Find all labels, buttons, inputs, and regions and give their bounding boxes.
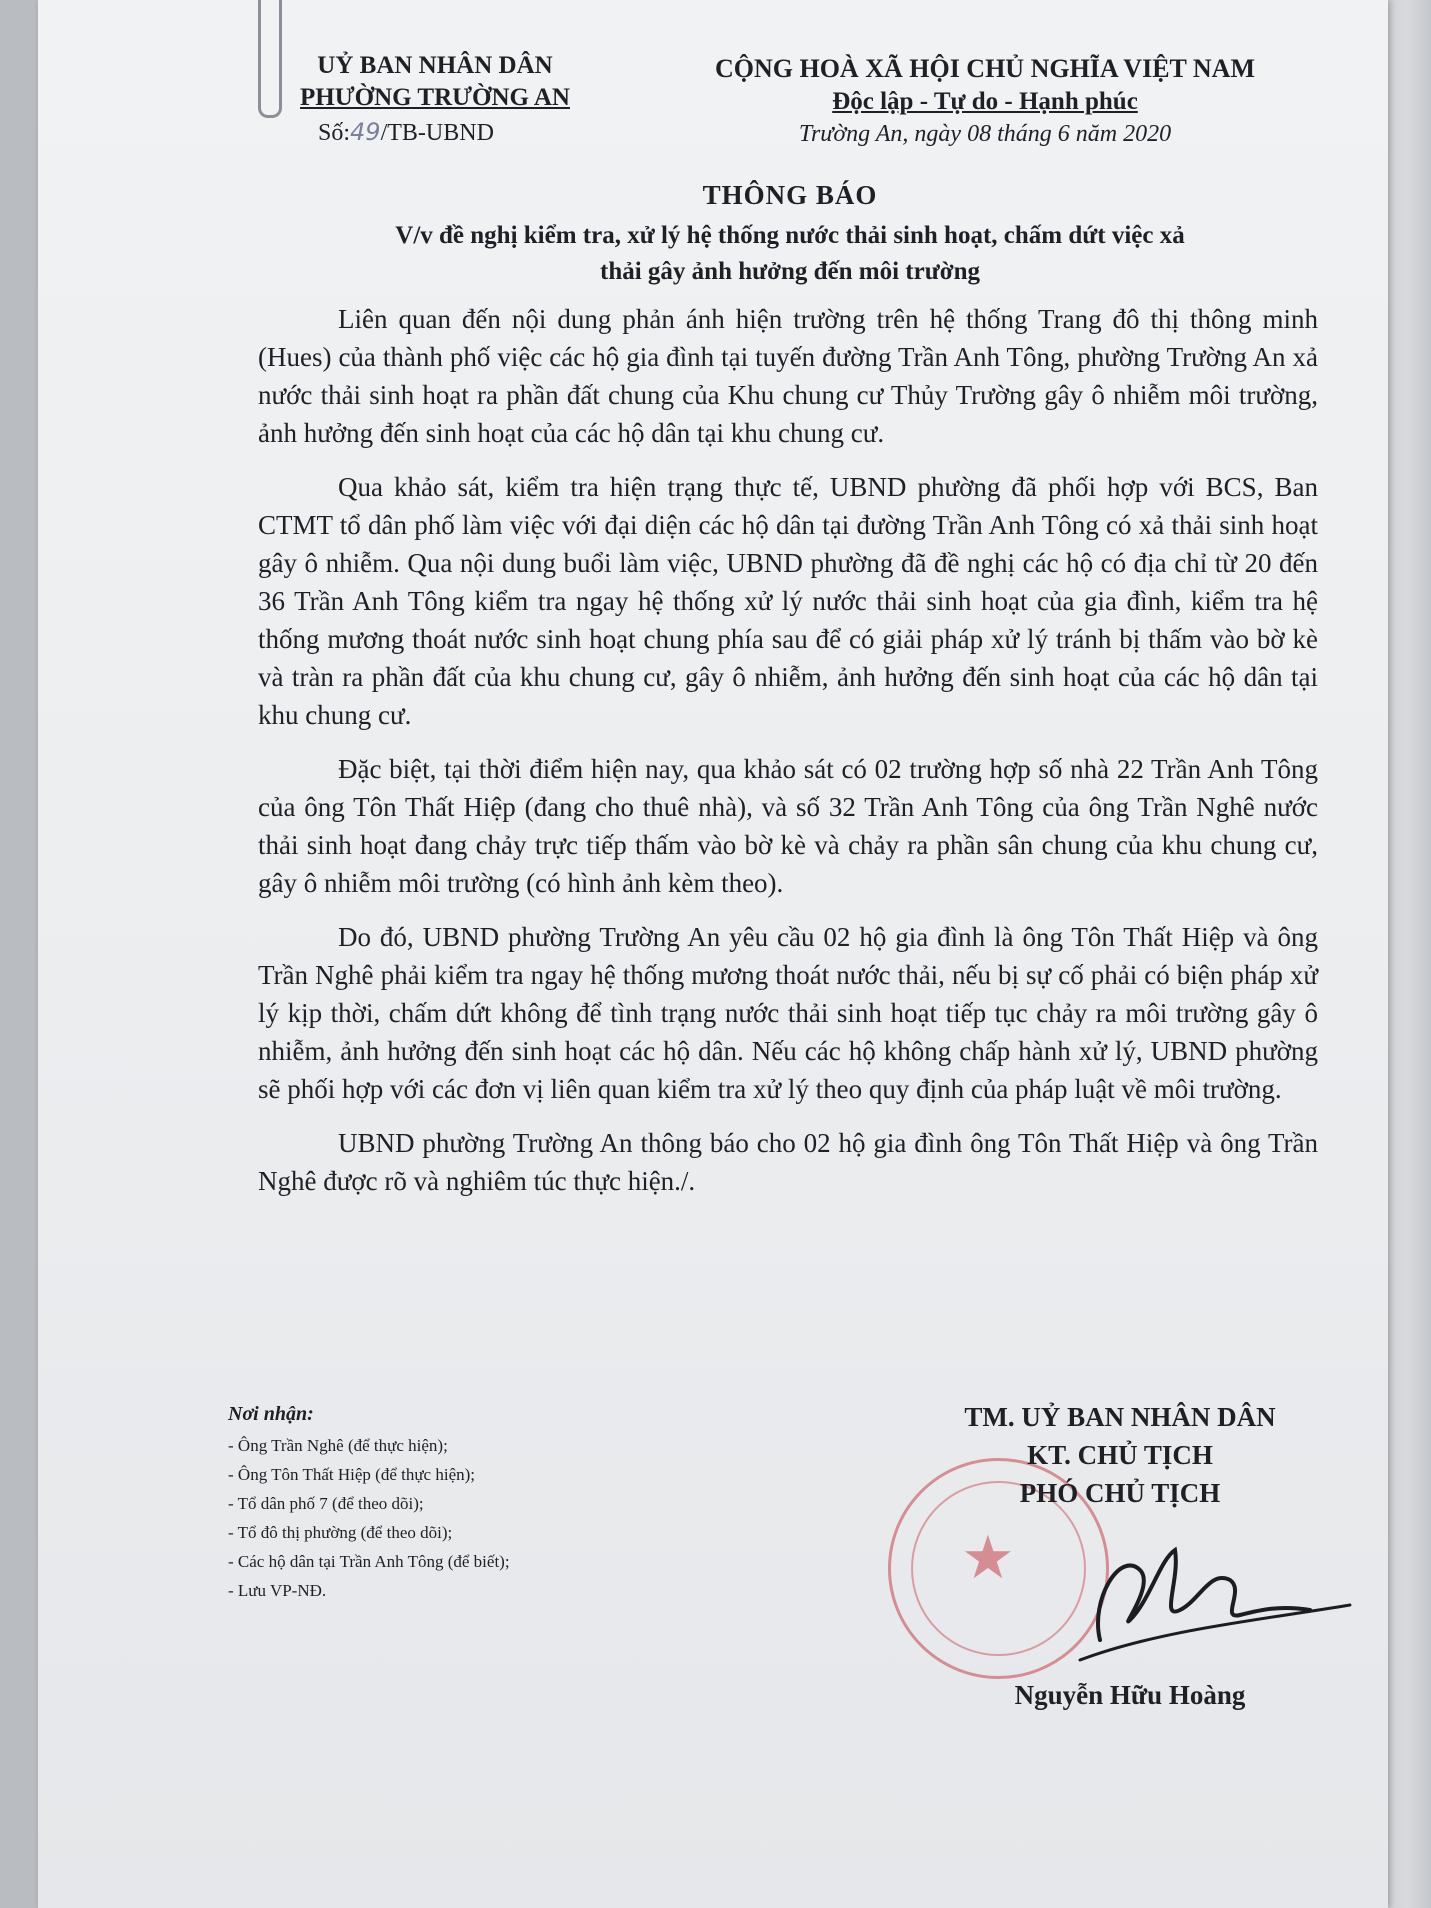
recipients-block	[228, 1400, 748, 1605]
authority-line-1: UỶ BAN NHÂN DÂN	[317, 52, 553, 79]
subject-line-2: thải gây ảnh hưởng đến môi trường	[600, 258, 980, 285]
issuing-authority	[240, 50, 630, 114]
recipients-label: Nơi nhận:	[228, 1403, 314, 1425]
body-paragraph: UBND phường Trường An thông báo cho 02 hộ gia đình ông Tôn Thất Hiệp và ông Trần Nghê được rõ và nghiêm túc thực hiện./.	[258, 1128, 1318, 1196]
national-motto: Độc lập - Tự do - Hạnh phúc	[832, 88, 1138, 115]
recipient-item: - Các hộ dân tại Trần Anh Tông (để biết);	[228, 1552, 510, 1571]
recipient-item: - Tổ đô thị phường (để theo dõi);	[228, 1523, 453, 1542]
doc-number-suffix: /TB-UBND	[380, 120, 494, 146]
signature-line-2: KT. CHỦ TỊCH	[1027, 1440, 1213, 1470]
body-paragraph: Liên quan đến nội dung phản ánh hiện trường trên hệ thống Trang đô thị thông minh (Hues) của thành phố việc các hộ gia đình tại tuyến đường Trần Anh Tông, phường Trường An xả nước thải sinh hoạt ra phần đất chung của Khu chung cư Thủy Trường gây ô nhiễm môi trường, ảnh hưởng đến sinh hoạt của các hộ dân tại khu chung cư.	[258, 304, 1318, 448]
document-subject	[270, 218, 1310, 290]
body-paragraph: Do đó, UBND phường Trường An yêu cầu 02 hộ gia đình là ông Tôn Thất Hiệp và ông Trần Nghê phải kiểm tra ngay hệ thống mương thoát nước thải, nếu bị sự cố phải có biện pháp xử lý kịp thời, chấm dứt không để tình trạng nước thải sinh hoạt tiếp tục chảy ra môi trường gây ô nhiễm, ảnh hưởng đến sinh hoạt các hộ dân. Nếu các hộ không chấp hành xử lý, UBND phường sẽ phối hợp với các đơn vị liên quan kiểm tra xử lý theo quy định của pháp luật về môi trường.	[258, 922, 1318, 1104]
signer-name: Nguyễn Hữu Hoàng	[1014, 1680, 1246, 1710]
recipient-item: - Ông Tôn Thất Hiệp (để thực hiện);	[228, 1465, 475, 1484]
signature-line-1: TM. UỶ BAN NHÂN DÂN	[964, 1402, 1276, 1432]
document-title: THÔNG BÁO	[702, 180, 878, 210]
subject-line-1: V/v đề nghị kiểm tra, xử lý hệ thống nước thải sinh hoạt, chấm dứt việc xả	[395, 222, 1185, 249]
body-paragraph: Đặc biệt, tại thời điểm hiện nay, qua khảo sát có 02 trường hợp số nhà 22 Trần Anh Tông của ông Tôn Thất Hiệp (đang cho thuê nhà), và số 32 Trần Anh Tông của ông Trần Nghê nước thải sinh hoạt đang chảy trực tiếp thấm vào bờ kè và chảy ra phần sân chung của khu chung cư, gây ô nhiễm môi trường (có hình ảnh kèm theo).	[258, 754, 1318, 898]
authority-line-2: PHƯỜNG TRƯỜNG AN	[300, 84, 570, 111]
recipient-item: - Tổ dân phố 7 (để theo dõi);	[228, 1494, 424, 1513]
document-number	[318, 118, 494, 147]
doc-number-handwritten: 49	[350, 118, 381, 146]
recipient-item: - Ông Trần Nghê (để thực hiện);	[228, 1436, 448, 1455]
signature-line-3: PHÓ CHỦ TỊCH	[1019, 1478, 1221, 1508]
issue-date: Trường An, ngày 08 tháng 6 năm 2020	[798, 121, 1172, 147]
document-body	[258, 300, 1318, 1216]
handwritten-signature	[1060, 1510, 1360, 1670]
national-header	[660, 52, 1310, 151]
recipient-item: - Lưu VP-NĐ.	[228, 1581, 327, 1600]
signature-title-block	[900, 1398, 1340, 1512]
body-paragraph: Qua khảo sát, kiểm tra hiện trạng thực tế, UBND phường đã phối hợp với BCS, Ban CTMT tổ dân phố làm việc với đại diện các hộ dân tại đường Trần Anh Tông có xả thải sinh hoạt gây ô nhiễm. Qua nội dung buổi làm việc, UBND phường đã đề nghị các hộ có địa chỉ từ 20 đến 36 Trần Anh Tông kiểm tra ngay hệ thống xử lý nước thải sinh hoạt của gia đình, kiểm tra hệ thống mương thoát nước sinh hoạt chung phía sau để có giải pháp xử lý tránh bị thấm vào bờ kè và tràn ra phần đất của khu chung cư, gây ô nhiễm, ảnh hưởng đến sinh hoạt của các hộ dân tại khu chung cư.	[258, 472, 1318, 730]
seal-star-icon: ★	[961, 1523, 1015, 1593]
doc-number-prefix: Số:	[318, 120, 351, 146]
recipients-list	[228, 1431, 748, 1605]
country-name: CỘNG HOÀ XÃ HỘI CHỦ NGHĨA VIỆT NAM	[714, 54, 1256, 83]
